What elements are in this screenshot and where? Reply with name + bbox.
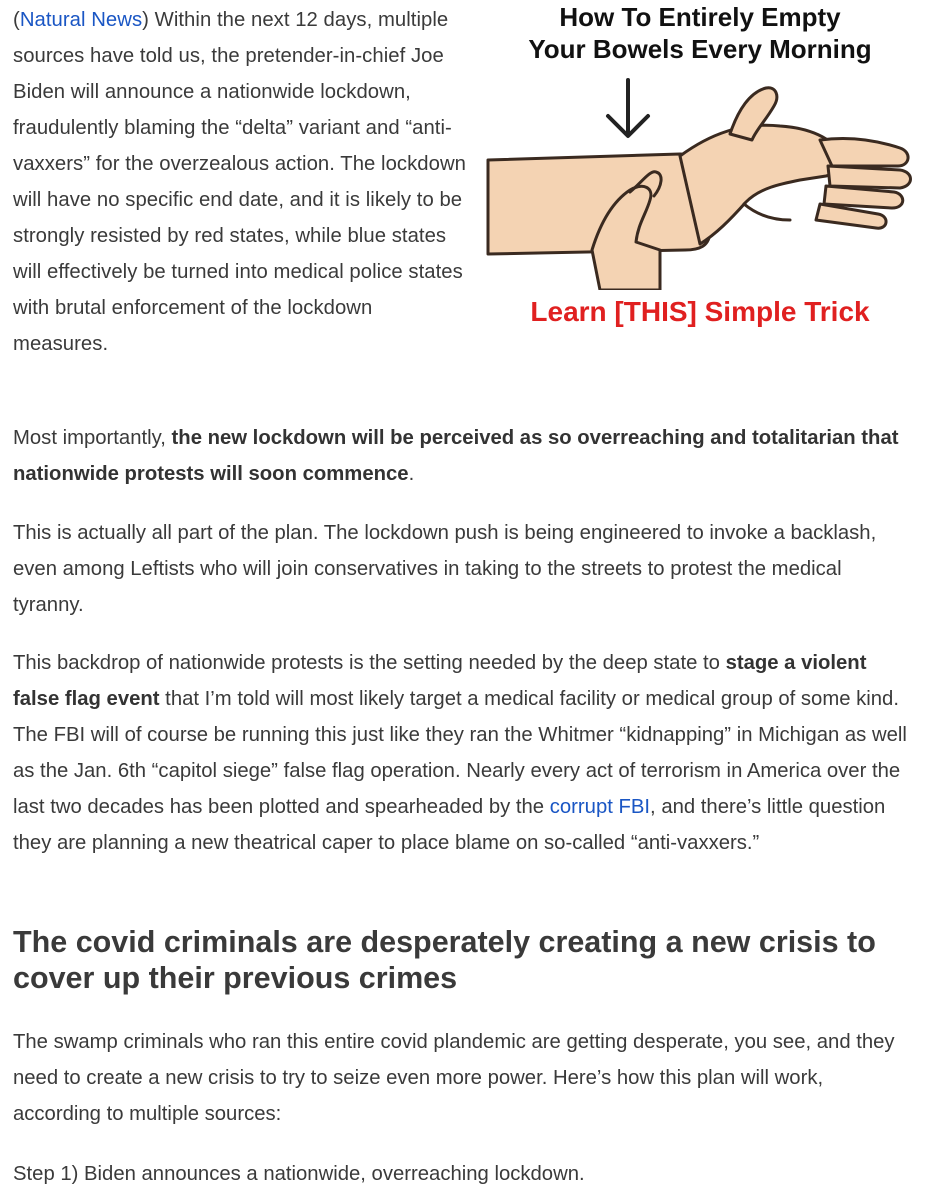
- ad-caption: Learn [THIS] Simple Trick: [530, 296, 870, 327]
- p1-lead: Most importantly,: [13, 427, 172, 449]
- paragraph-plan: This is actually all part of the plan. The lockdown push is being engineered to invoke a backlash, even among Leftists who will join conservatives in taking to the streets to protest the medical tyranny.: [13, 522, 877, 616]
- down-arrow-icon: [608, 80, 648, 136]
- ad-title-line-2: Your Bowels Every Morning: [528, 34, 872, 64]
- ad-title-line-1: How To Entirely Empty: [559, 2, 841, 32]
- intro-text: ) Within the next 12 days, multiple sources have told us, the pretender-in-chief Joe Biden will announce a nationwide lockdown, fraudulently blaming the “delta” variant and “anti-vaxxers” for the overzealous action. The lockdown will have no specific end date, and it is likely to be strongly resisted by red states, while blue states will effectively be turned into medical police states with brutal enforcement of the lockdown measures.: [13, 9, 466, 355]
- p1-bold: the new lockdown will be perceived as so overreaching and totalitarian that nationwide protests will soon commence: [13, 427, 899, 485]
- advertisement[interactable]: [480, 0, 920, 400]
- p3-lead: This backdrop of nationwide protests is the setting needed by the deep state to: [13, 652, 726, 674]
- p3-bold: stage a violent false flag event: [13, 652, 867, 710]
- natural-news-link[interactable]: Natural News: [19, 9, 143, 31]
- p1-tail: .: [408, 463, 415, 485]
- paragraph-step-1: Step 1) Biden announces a nationwide, overreaching lockdown.: [13, 1163, 585, 1185]
- paragraph-false-flag: [13, 645, 913, 861]
- intro-paragraph: [13, 2, 473, 362]
- paragraph-lockdown-protests: [13, 420, 913, 492]
- paragraph-swamp-criminals: The swamp criminals who ran this entire covid plandemic are getting desperate, you see, and they need to create a new crisis to try to seize even more power. Here’s how this plan will work, according to multiple sources:: [13, 1031, 895, 1125]
- ad-illustration: [480, 74, 920, 290]
- section-heading: The covid criminals are desperately creating a new crisis to cover up their previous crimes: [13, 925, 876, 995]
- wrist-hand-illustration: [488, 88, 911, 290]
- p3-tail: , and there’s little question they are planning a new theatrical caper to place blame on so-called “anti-vaxxers.”: [13, 796, 886, 854]
- p3-mid: that I’m told will most likely target a medical facility or medical group of some kind. The FBI will of course be running this just like they ran the Whitmer “kidnapping” in Michigan as well as the Jan. 6th “capitol siege” false flag operation. Nearly every act of terrorism in America over the last two decades has been plotted and spearheaded by the: [13, 688, 907, 818]
- intro-open-paren: (: [13, 9, 20, 31]
- corrupt-fbi-link[interactable]: corrupt FBI: [549, 796, 651, 818]
